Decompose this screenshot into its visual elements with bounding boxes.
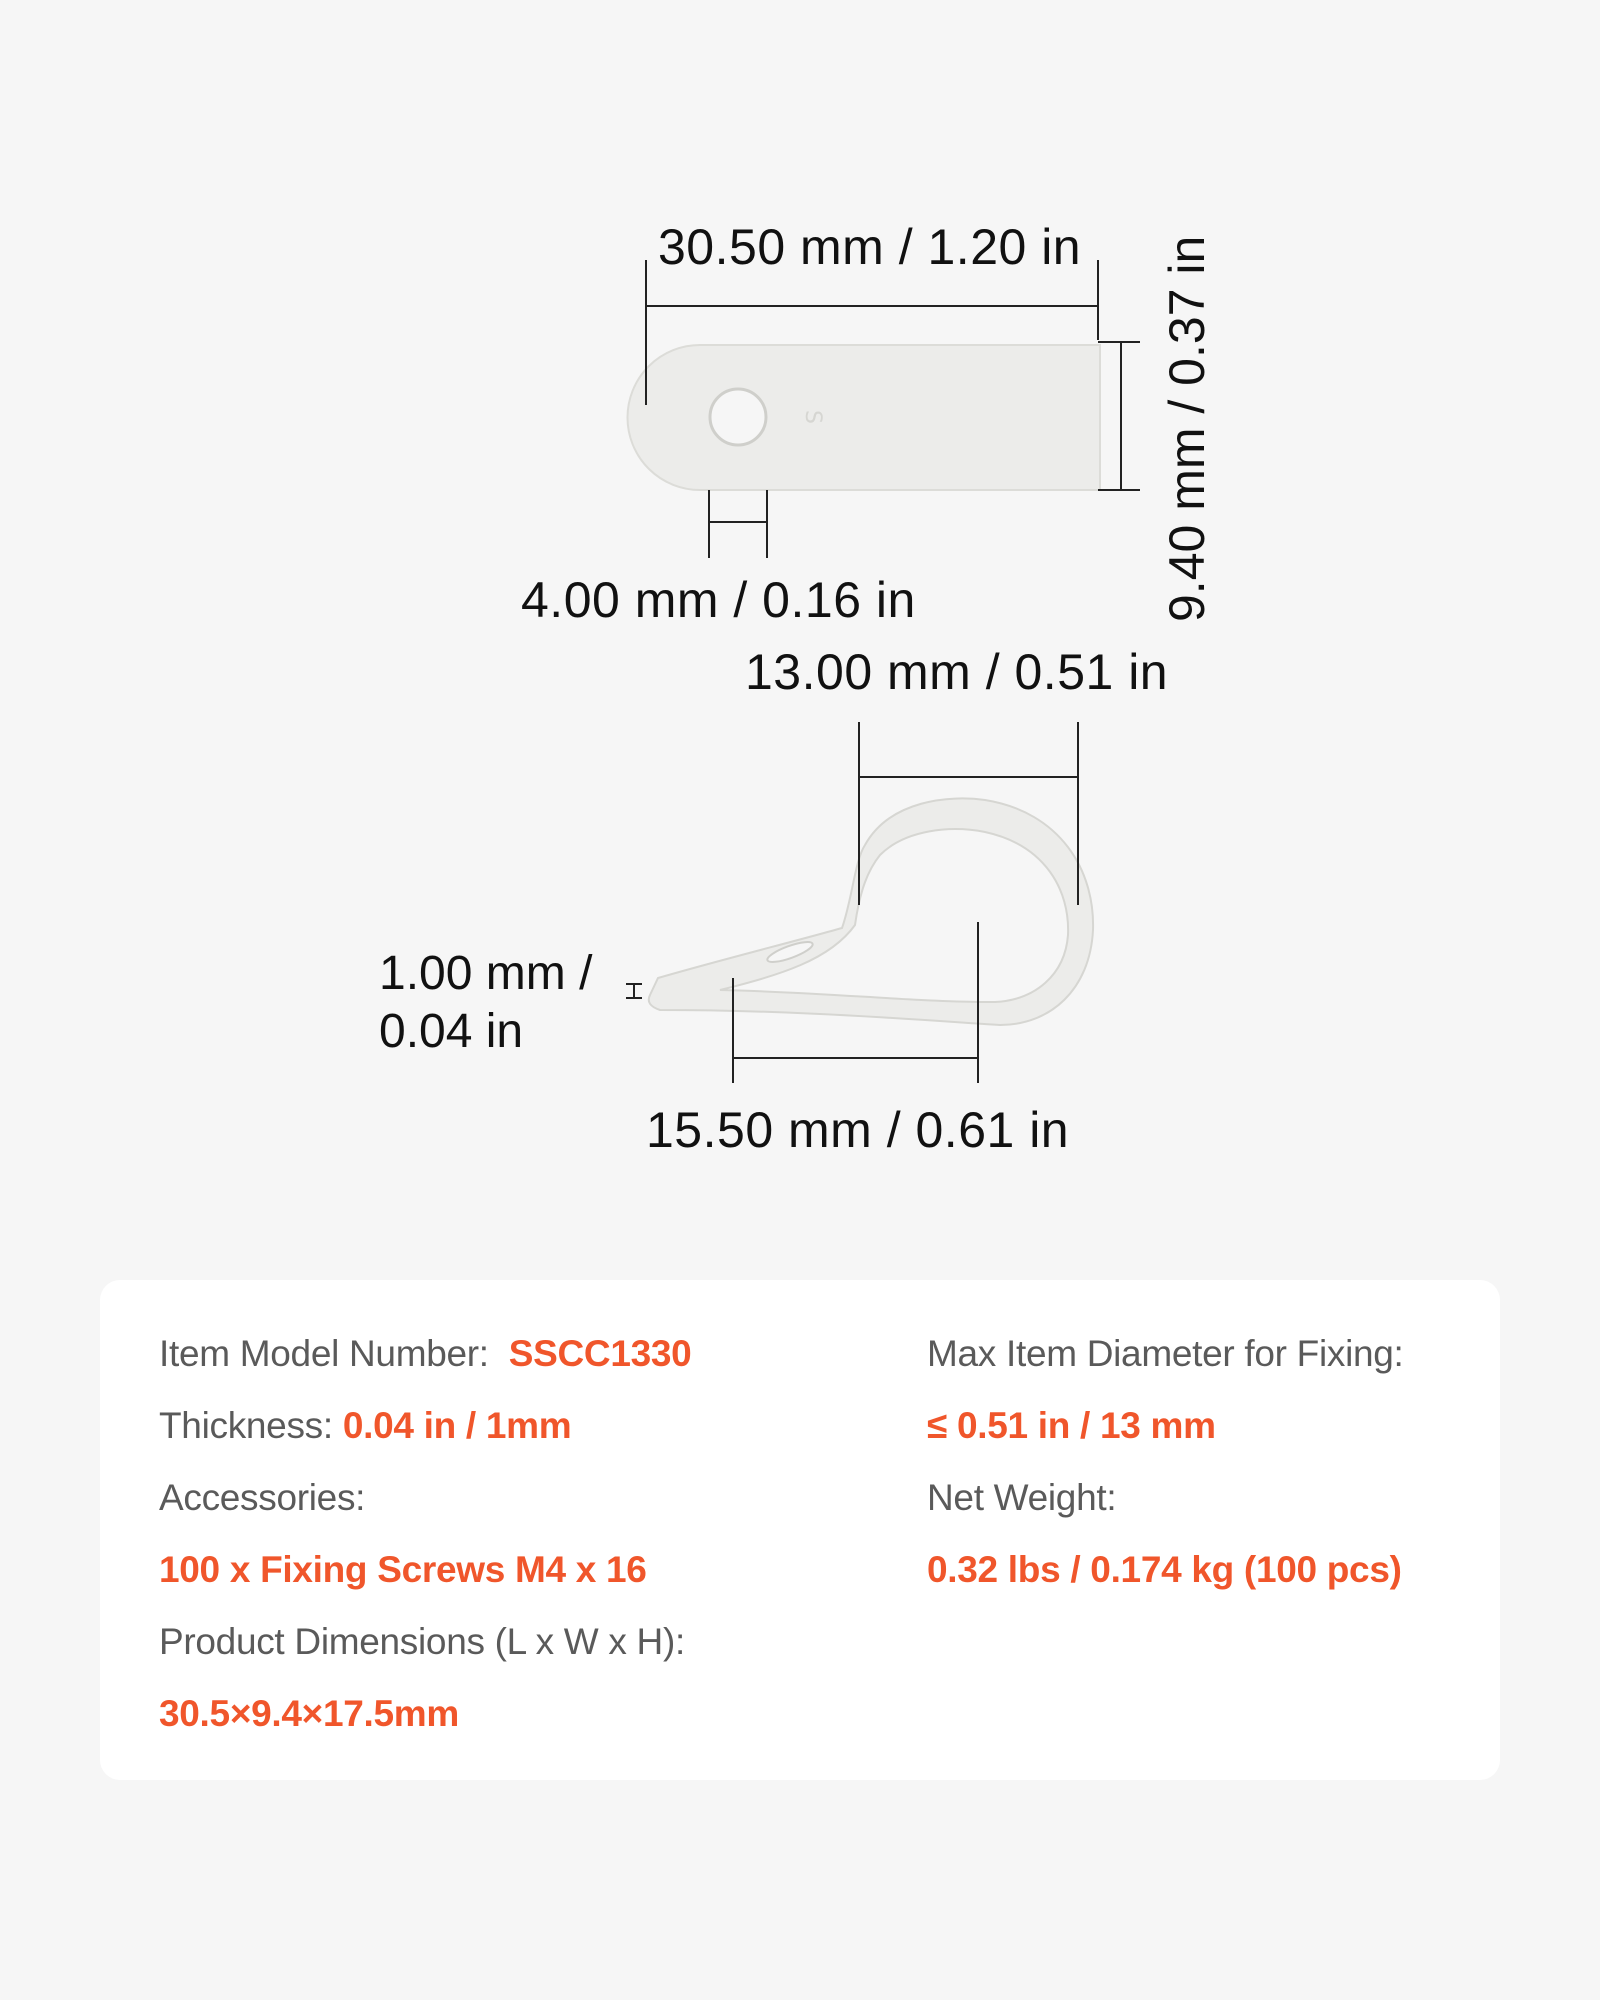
loop-dimension-label: 13.00 mm / 0.51 in [745, 644, 1169, 700]
net-weight-value: 0.32 lbs / 0.174 kg (100 pcs) [927, 1549, 1402, 1590]
model-label: Item Model Number: [159, 1333, 489, 1374]
length-dimension-label: 30.50 mm / 1.20 in [658, 219, 1082, 275]
dimensions-row [159, 1606, 859, 1678]
net-weight-label: Net Weight: [927, 1477, 1117, 1518]
accessories-value: 100 x Fixing Screws M4 x 16 [159, 1549, 647, 1590]
net-weight-value-row [927, 1534, 1487, 1606]
model-value: SSCC1330 [508, 1333, 692, 1374]
hole-dimension-label: 4.00 mm / 0.16 in [521, 572, 916, 628]
dimensions-value-row [159, 1678, 859, 1750]
height-dimension-label: 9.40 mm / 0.37 in [1159, 235, 1215, 622]
accessories-value-row [159, 1534, 859, 1606]
max-diameter-value: ≤ 0.51 in / 13 mm [927, 1405, 1216, 1446]
spec-card [100, 1280, 1500, 1780]
thickness-label-line2: 0.04 in [379, 1005, 524, 1058]
thickness-value: 0.04 in / 1mm [342, 1405, 572, 1446]
depth-dimension-label: 15.50 mm / 0.61 in [646, 1102, 1070, 1158]
clip-top-view [628, 345, 1101, 490]
screw-hole [710, 389, 766, 445]
net-weight-row [927, 1462, 1487, 1534]
dimensions-label: Product Dimensions (L x W x H): [159, 1621, 685, 1662]
spec-column-right [927, 1318, 1487, 1606]
thickness-label-line1: 1.00 mm / [379, 947, 593, 1000]
accessories-row [159, 1462, 859, 1534]
accessories-label: Accessories: [159, 1477, 366, 1518]
max-diameter-label: Max Item Diameter for Fixing: [927, 1333, 1404, 1374]
dimensions-value: 30.5×9.4×17.5mm [159, 1693, 459, 1734]
max-diameter-row [927, 1318, 1487, 1390]
thickness-dimension-label [379, 945, 592, 1061]
thickness-row [159, 1390, 859, 1462]
model-row [159, 1318, 859, 1390]
svg-text:S: S [800, 410, 825, 424]
spec-column-left [159, 1318, 859, 1750]
max-diameter-value-row [927, 1390, 1487, 1462]
clip-side-view [649, 798, 1093, 1025]
thickness-label: Thickness: [159, 1405, 333, 1446]
